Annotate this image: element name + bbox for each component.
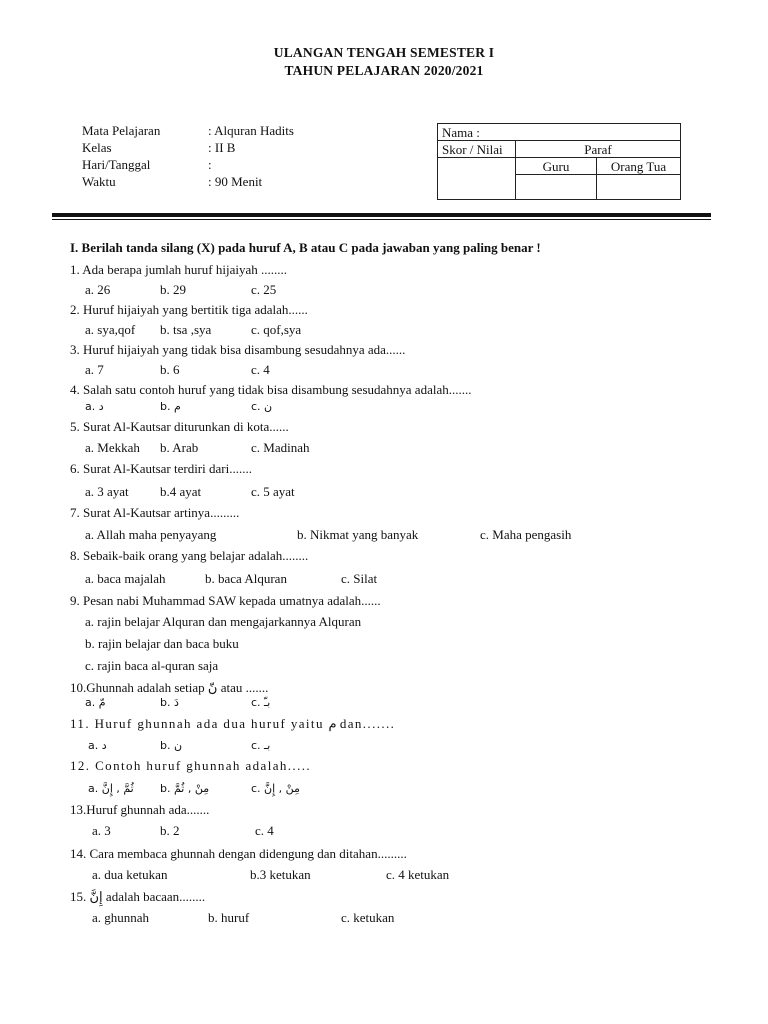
hari-value: : [208,157,212,172]
option-c: c. 4 [255,823,274,838]
option-c: c. بـ [251,739,271,752]
question-2: 2. Huruf hijaiyah yang bertitik tiga adalah...... [70,302,308,317]
title-line-1: ULANGAN TENGAH SEMESTER I [273,45,495,60]
mapel-label: Mata Pelajaran [82,123,161,138]
orang-tua-cell: Orang Tua [597,158,681,175]
option-b: b. م [160,400,181,413]
option-a: a. 3 ayat [85,484,129,499]
option-a: a. 7 [85,362,104,377]
waktu-value: : 90 Menit [208,174,263,189]
option-c: c. 5 ayat [251,484,295,499]
instruction: I. Berilah tanda silang (X) pada huruf A, B atau C pada jawaban yang paling benar ! [70,240,541,255]
question-8: 8. Sebaik-baik orang yang belajar adalah........ [70,548,309,563]
info-kelas [82,140,235,157]
kelas-value: : II B [208,140,236,155]
question-9: 9. Pesan nabi Muhammad SAW kepada umatnya adalah...... [70,593,381,608]
option-a: a. مّ [85,696,106,709]
question-12: 12. Contoh huruf ghunnah adalah..... [70,758,312,773]
grade-box [437,123,681,200]
option-c: c. 4 ketukan [386,867,450,882]
option-b: b. huruf [208,910,250,925]
orang-tua-sign-cell [597,175,681,200]
info-waktu [82,174,262,191]
option-c: c. بـّ [251,696,271,709]
waktu-label: Waktu [82,174,116,189]
option-b: b. ن [160,739,183,752]
question-14: 14. Cara membaca ghunnah dengan didengung dan ditahan......... [70,846,407,861]
option-a: a. sya,qof [85,322,136,337]
option-c: c. Maha pengasih [480,527,572,542]
option-c: c. Madinah [251,440,310,455]
option-b: b. baca Alquran [205,571,287,586]
option-b: b.4 ayat [160,484,202,499]
option-c: c. Silat [341,571,378,586]
option-a: a. د [85,400,104,413]
question-15: 15. إِنَّ adalah bacaan........ [70,889,206,904]
option-a: a. 3 [92,823,111,838]
option-a: a. baca majalah [85,571,166,586]
question-5: 5. Surat Al-Kautsar diturunkan di kota...... [70,419,289,434]
option-b: b. 2 [160,823,180,838]
option-a: a. dua ketukan [92,867,168,882]
option-a: a. Allah maha penyayang [85,527,217,542]
option-b: b. دَ [160,696,179,709]
option-c: c. ن [251,400,273,413]
question-6: 6. Surat Al-Kautsar terdiri dari....... [70,461,252,476]
option-c: c. 25 [251,282,277,297]
kelas-label: Kelas [82,140,112,155]
guru-cell: Guru [516,158,597,175]
option-a: a. rajin belajar Alquran dan mengajarkannya Alquran [85,614,362,629]
option-c: c. 4 [251,362,270,377]
option-b: b. مِنْ , ثُمَّ [160,782,210,795]
mapel-value: : Alquran Hadits [208,123,294,138]
option-b: b. rajin belajar dan baca buku [85,636,239,651]
question-1: 1. Ada berapa jumlah huruf hijaiyah ........ [70,262,287,277]
title-line-2: TAHUN PELAJARAN 2020/2021 [284,63,484,78]
nama-cell: Nama : [438,124,681,141]
skor-cell: Skor / Nilai [438,141,516,158]
option-b: b.3 ketukan [250,867,311,882]
option-b: b. Nikmat yang banyak [297,527,419,542]
option-a: a. Mekkah [85,440,140,455]
info-mapel [82,123,294,140]
skor-blank-cell [438,158,516,200]
paraf-cell: Paraf [516,141,681,158]
option-c: c. مِنْ , إِنَّ [251,782,300,795]
option-b: b. tsa ,sya [160,322,212,337]
guru-sign-cell [516,175,597,200]
question-7: 7. Surat Al-Kautsar artinya......... [70,505,240,520]
option-a: a. 26 [85,282,111,297]
option-c: c. ketukan [341,910,395,925]
question-11: 11. Huruf ghunnah ada dua huruf yaitu م dan....... [70,716,396,731]
option-a: a. د [88,739,107,752]
option-c: c. rajin baca al-quran saja [85,658,219,673]
info-hari [82,157,212,174]
divider-thick [52,213,711,217]
hari-label: Hari/Tanggal [82,157,151,172]
option-a: a. ghunnah [92,910,150,925]
question-4: 4. Salah satu contoh huruf yang tidak bisa disambung sesudahnya adalah....... [70,382,472,397]
question-13: 13.Huruf ghunnah ada....... [70,802,210,817]
option-b: b. 6 [160,362,180,377]
option-b: b. 29 [160,282,186,297]
question-10: 10.Ghunnah adalah setiap نّ atau ....... [70,680,269,695]
question-3: 3. Huruf hijaiyah yang tidak bisa disambung sesudahnya ada...... [70,342,406,357]
option-c: c. qof,sya [251,322,302,337]
option-a: a. ثُمَّ , إِنَّ [88,782,134,795]
divider-thin [52,219,711,220]
option-b: b. Arab [160,440,199,455]
